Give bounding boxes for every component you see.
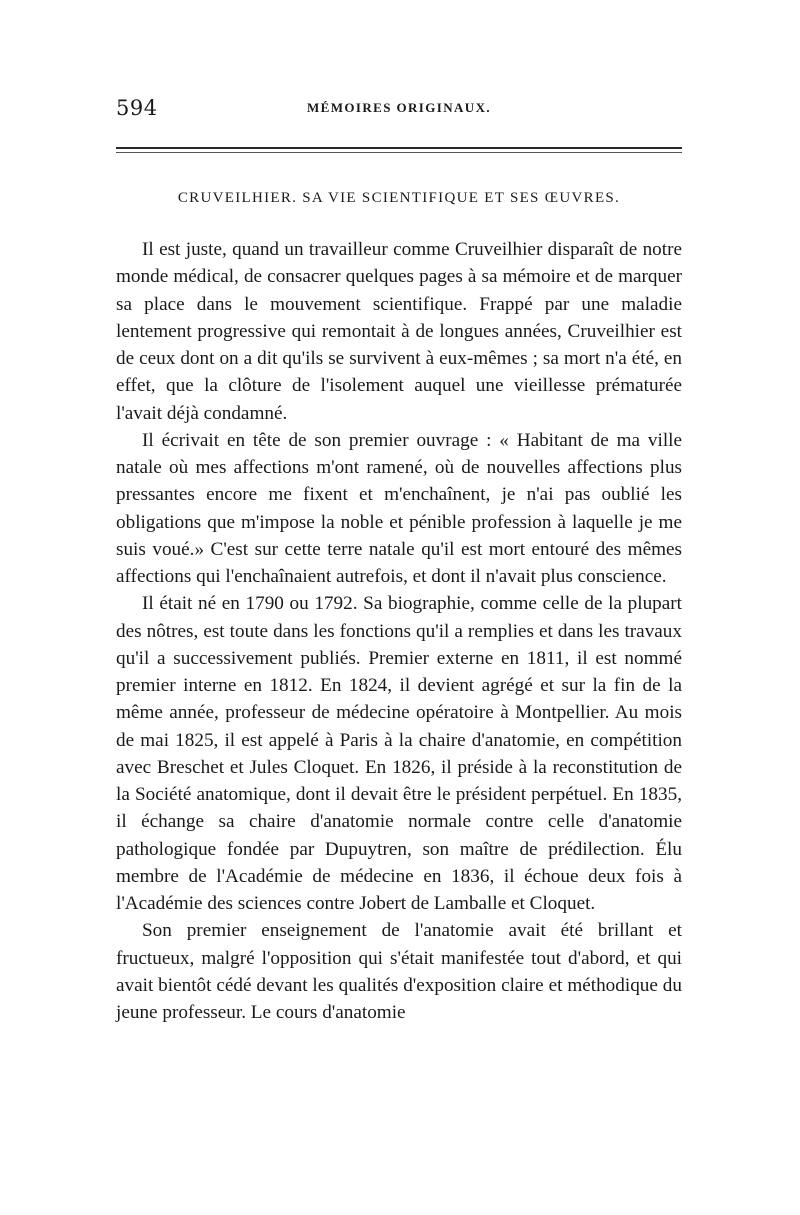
section-title: CRUVEILHIER. SA VIE SCIENTIFIQUE ET SES ŒUVRES. — [177, 190, 621, 206]
article-body — [116, 236, 682, 1026]
header-rule — [116, 147, 682, 149]
paragraph: Il était né en 1790 ou 1792. Sa biographie, comme celle de la plupart des nôtres, est toute dans les fonctions qu'il a remplies et dans les travaux qu'il a successivement publiés. Premier externe en 1811, il est nommé premier interne en 1812. En 1824, il devient agrégé et sur la fin de la même année, professeur de médecine opératoire à Montpellier. Au mois de mai 1825, il est appelé à Paris à la chaire d'anatomie, en compétition avec Breschet et Jules Cloquet. En 1826, il préside à la reconstitution de la Société anatomique, dont il devait être le président perpétuel. En 1835, il échange sa chaire d'anatomie normale contre celle d'anatomie pathologique fondée par Dupuytren, son maître de prédilection. Élu membre de l'Académie de médecine en 1836, il échoue deux fois à l'Académie des sciences contre Jobert de Lamballe et Cloquet. — [116, 593, 682, 914]
paragraph: Il écrivait en tête de son premier ouvrage : « Habitant de ma ville natale où mes affections m'ont ramené, où de nouvelles affections plus pressantes encore me fixent et m'enchaînent, je n'ai pas oublié les obligations que m'impose la noble et pénible profession à laquelle je me suis voué.» C'est sur cette terre natale qu'il est mort entouré des mêmes affections qui l'enchaînaient autrefois, et dont il n'avait plus conscience. — [116, 429, 682, 587]
running-title: MÉMOIRES ORIGINAUX. — [306, 100, 492, 115]
page-number: 594 — [116, 96, 158, 120]
paragraph: Son premier enseignement de l'anatomie avait été brillant et fructueux, malgré l'opposition qui s'était manifestée tout d'abord, et qui avait bientôt cédé devant les qualités d'exposition claire et méthodique du jeune professeur. Le cours d'anatomie — [116, 920, 682, 1023]
paragraph: Il est juste, quand un travailleur comme Cruveilhier disparaît de notre monde médical, de consacrer quelques pages à sa mémoire et de marquer sa place dans le mouvement scientifique. Frappé par une maladie lentement progressive qui remontait à de longues années, Cruveilhier est de ceux dont on a dit qu'ils se survivent à eux-mêmes ; sa mort n'a été, en effet, que la clôture de l'isolement auquel une vieillesse prématurée l'avait déjà condamné. — [116, 239, 682, 424]
page-header — [116, 96, 682, 126]
header-rule-thin — [116, 152, 682, 153]
